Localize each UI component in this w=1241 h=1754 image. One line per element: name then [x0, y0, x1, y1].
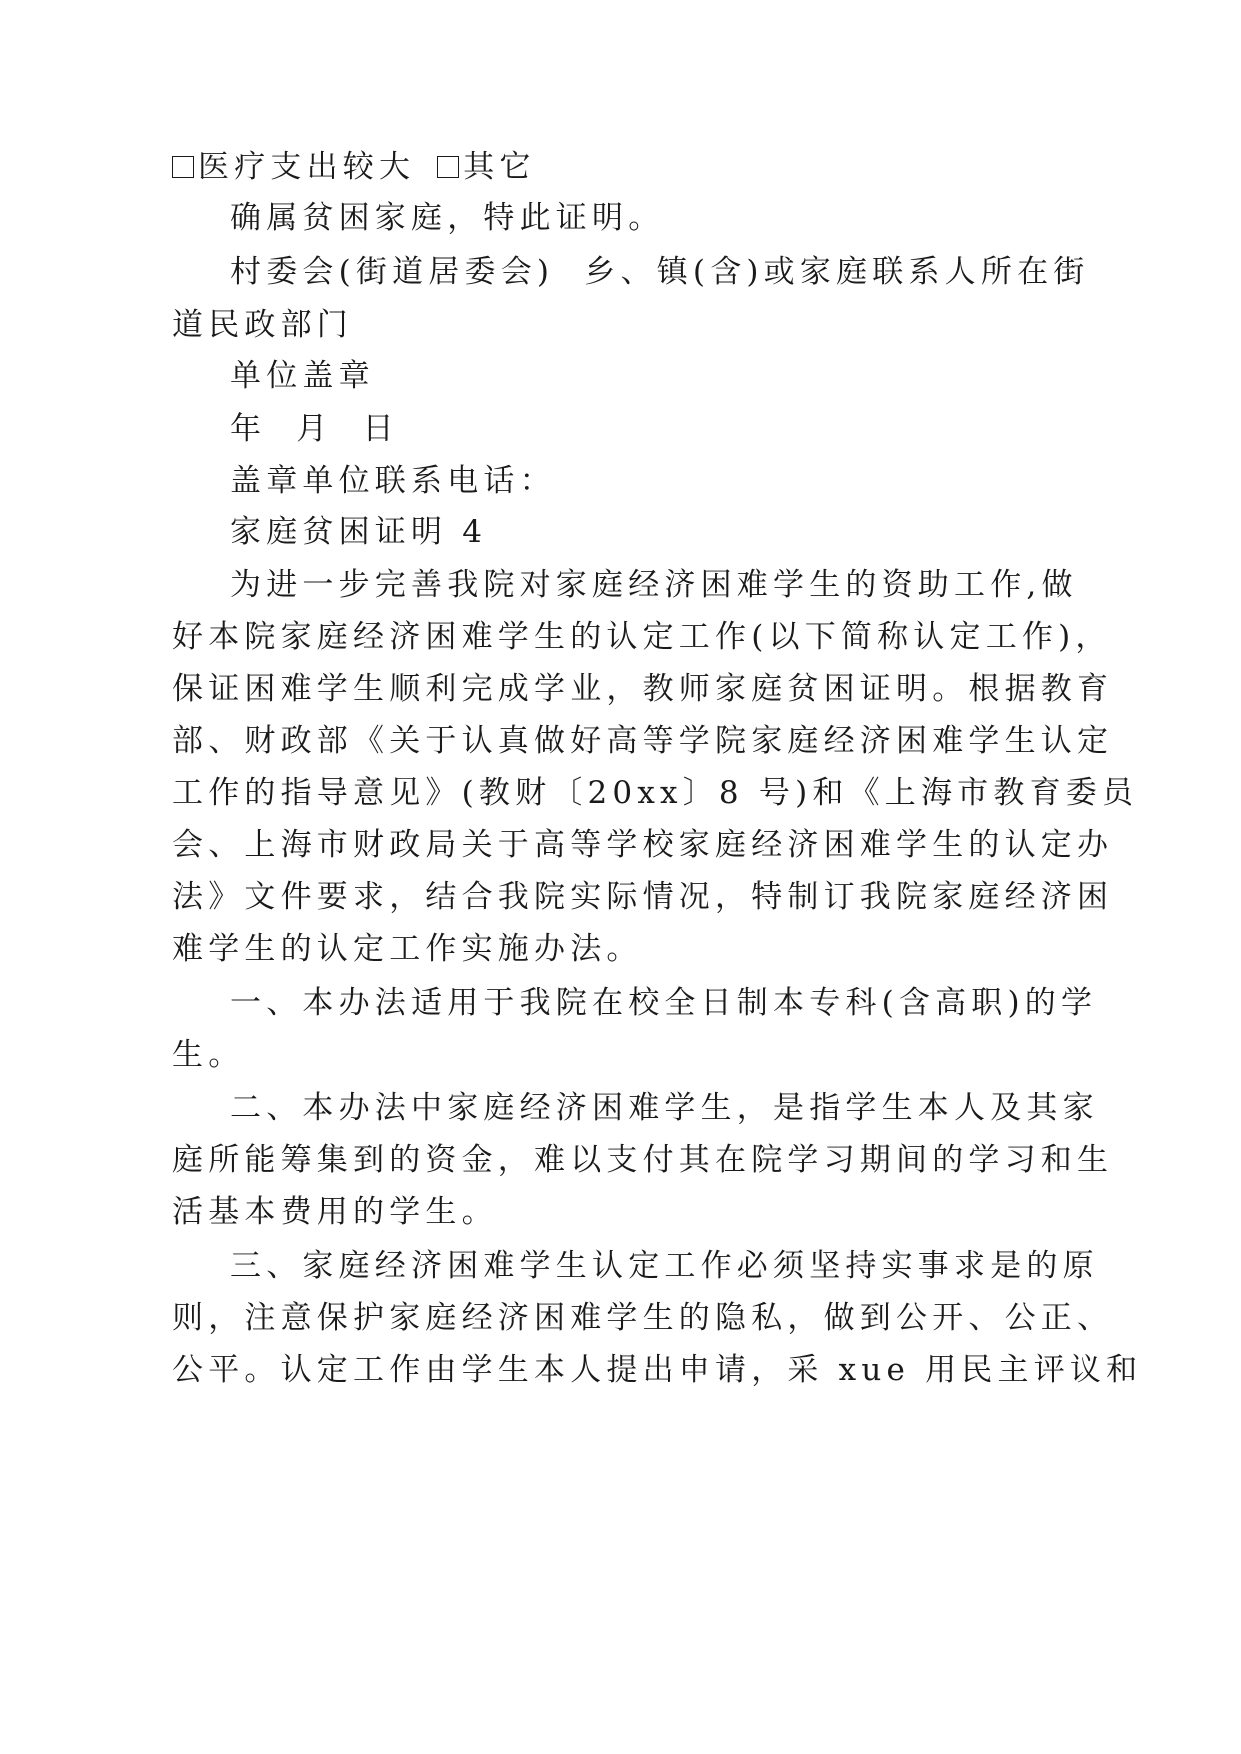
- text-line: 为进一步完善我院对家庭经济困难学生的资助工作,做: [230, 567, 1078, 603]
- text-line: 确属贫困家庭，特此证明。: [230, 200, 665, 236]
- section-heading: 家庭贫困证明 4: [230, 514, 488, 550]
- text-line: 道民政部门: [172, 307, 353, 343]
- text-line: 好本院家庭经济困难学生的认定工作(以下简称认定工作)，: [172, 619, 1112, 655]
- text-line: 村委会(街道居委会) 乡、镇(含)或家庭联系人所在街: [230, 254, 1090, 290]
- text-line: 三、家庭经济困难学生认定工作必须坚持实事求是的原: [230, 1248, 1099, 1284]
- text-line: 活基本费用的学生。: [172, 1194, 498, 1230]
- checkbox-medical[interactable]: [172, 156, 194, 178]
- text-line: 二、本办法中家庭经济困难学生，是指学生本人及其家: [230, 1090, 1099, 1126]
- text-line: 则，注意保护家庭经济困难学生的隐私，做到公开、公正、: [172, 1300, 1114, 1336]
- text-line: 庭所能筹集到的资金，难以支付其在院学习期间的学习和生: [172, 1142, 1114, 1178]
- text-line: 保证困难学生顺利完成学业，教师家庭贫困证明。根据教育: [172, 671, 1114, 707]
- text-line: 难学生的认定工作实施办法。: [172, 931, 643, 967]
- checkbox-other[interactable]: [437, 156, 459, 178]
- text-line: 法》文件要求，结合我院实际情况，特制订我院家庭经济困: [172, 879, 1114, 915]
- text-line: 生。: [172, 1037, 245, 1073]
- text-line: 单位盖章: [230, 358, 375, 394]
- text-line: 部、财政部《关于认真做好高等学院家庭经济困难学生认定: [172, 723, 1114, 759]
- text-line: 工作的指导意见》(教财〔20xx〕8 号)和《上海市教育委员: [172, 775, 1139, 811]
- text-line: 年 月 日: [230, 411, 399, 447]
- text-line: 盖章单位联系电话：: [230, 463, 556, 499]
- text-line: 一、本办法适用于我院在校全日制本专科(含高职)的学: [230, 985, 1098, 1021]
- text-line: 会、上海市财政局关于高等学校家庭经济困难学生的认定办: [172, 827, 1114, 863]
- checkbox-label-medical: 医疗支出较大: [198, 149, 416, 185]
- text-line: 公平。认定工作由学生本人提出申请，采 xue 用民主评议和: [172, 1352, 1143, 1388]
- checkbox-line: [172, 147, 536, 187]
- checkbox-label-other: 其它: [463, 149, 536, 185]
